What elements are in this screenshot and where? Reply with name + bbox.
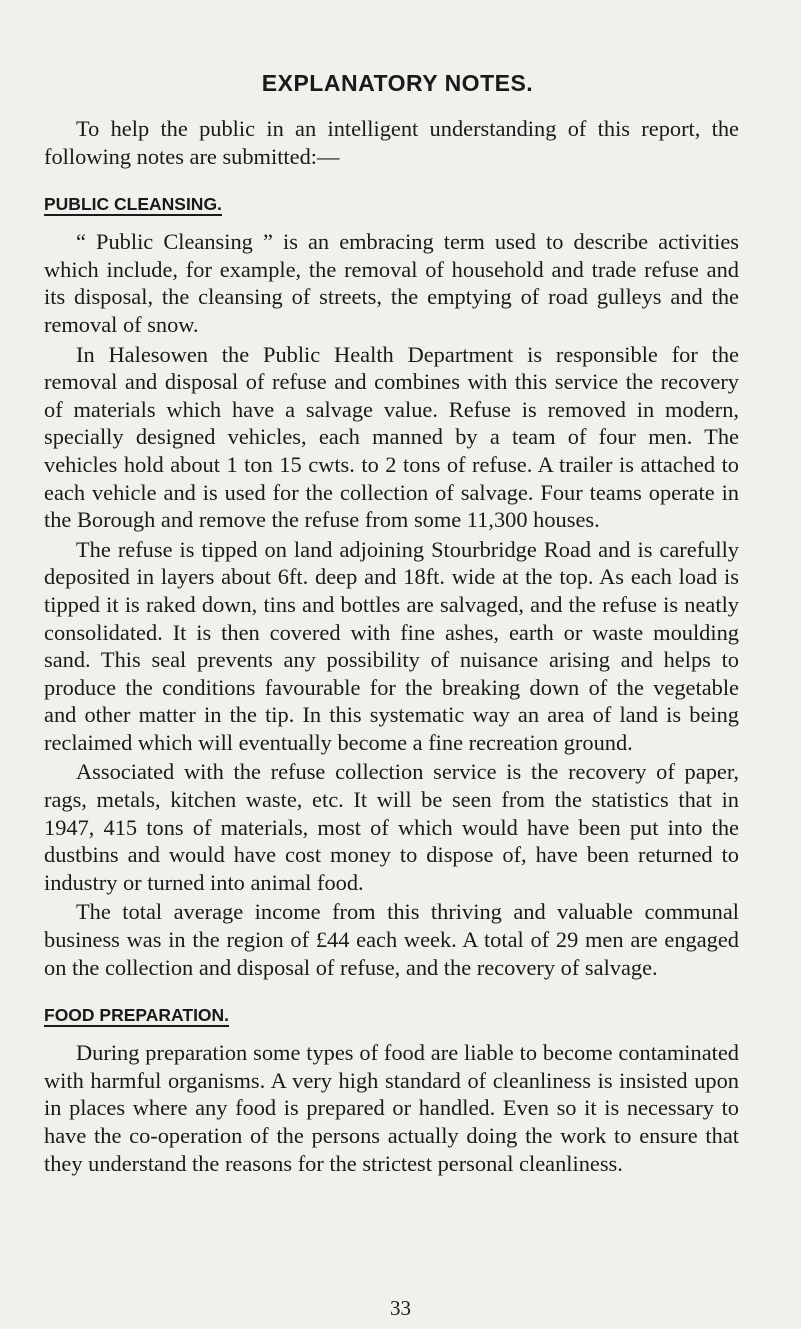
section-heading-public-cleansing: PUBLIC CLEANSING. (44, 194, 222, 215)
paragraph: In Halesowen the Public Health Department is responsible for the removal and disposal of refuse and combines with this service the recovery of materials which have a salvage value. Refuse is removed in modern, specially designed vehicles, each manned by a team of four men. The vehicles hold about 1 ton 15 cwts. to 2 tons of refuse. A trailer is attached to each vehicle and is used for the collection of salvage. Four teams operate in the Borough and remove the refuse from some 11,300 houses. (44, 341, 739, 533)
section-heading-wrapper (44, 180, 739, 222)
paragraph: Associated with the refuse collection service is the recovery of paper, rags, metals, kitchen waste, etc. It will be seen from the statistics that in 1947, 415 tons of materials, most of which would have been put into the dustbins and would have cost money to dispose of, have been returned to industry or turned into animal food. (44, 759, 739, 895)
intro-paragraph: To help the public in an intelligent understanding of this report, the following notes are submitted:— (44, 116, 739, 169)
paragraph: The total average income from this thriving and valuable communal business was in the region of £44 each week. A total of 29 men are engaged on the collection and disposal of refuse, and the recovery of salvage. (44, 899, 739, 980)
section-heading-wrapper (44, 991, 739, 1033)
page-number: 33 (390, 1296, 411, 1320)
section-heading-food-preparation: FOOD PREPARATION. (44, 1005, 230, 1026)
paragraph: The refuse is tipped on land adjoining Stourbridge Road and is carefully deposited in layers about 6ft. deep and 18ft. wide at the top. As each load is tipped it is raked down, tins and bottles are salvaged, and the refuse is neatly consolidated. It is then covered with fine ashes, earth or waste moulding sand. This seal prevents any possibility of nuisance arising and helps to produce the conditions favourable for the breaking down of the vegetable and other matter in the tip. In this systematic way an area of land is being reclaimed which will eventually become a fine recreation ground. (44, 536, 739, 755)
paragraph: “ Public Cleansing ” is an embracing term used to describe activities which include, for example, the removal of household and trade refuse and its disposal, the cleansing of streets, the emptying of road gulleys and the removal of snow. (44, 229, 739, 337)
page-title: EXPLANATORY NOTES. (261, 70, 534, 96)
paragraph: During preparation some types of food are liable to become contaminated with harmful organisms. A very high standard of cleanliness is insisted upon in places where any food is prepared or handled. Even so it is necessary to have the co-operation of the persons actually doing the work to ensure that they understand the reasons for the strictest personal cleanliness. (44, 1040, 739, 1176)
